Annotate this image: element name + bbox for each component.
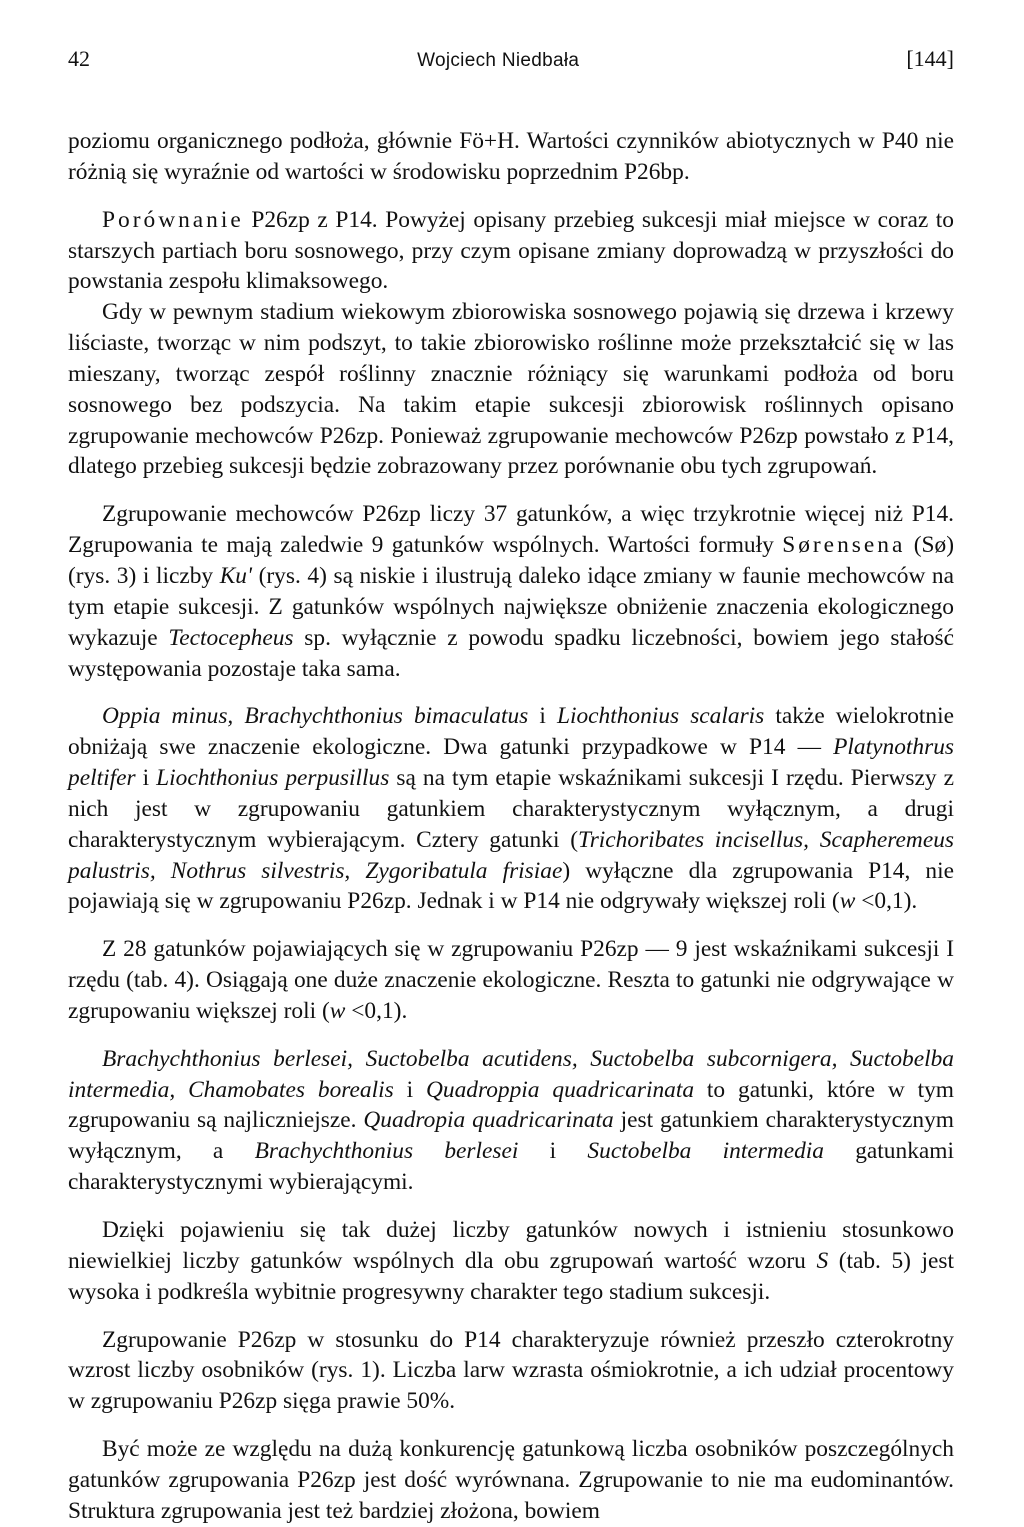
text-run: (rys. 4) są niskie i ilustrują daleko idące zmiany w faunie mechowców na tym etapie sukcesji. Z gatunków wspólnych największe obniżenie znaczenia ekologicznego wykazuje — [68, 562, 954, 651]
italic-text: Suctobelba intermedia — [587, 1138, 824, 1165]
text-run: Być może ze względu na dużą konkurencję gatunkową liczba osobników poszczególnych gatunków zgrupowania P26zp jest dość wyrównana. Zgrupowanie to nie ma eudominantów. Struktura zgrupowania jest też bardziej złożona, bowiem — [68, 1436, 954, 1524]
spaced-text: Porównanie — [102, 206, 244, 233]
italic-text: Liochthonius perpusillus — [156, 765, 390, 792]
text-run: jest gatunkiem charakterystycznym wyłącznym, a — [68, 1107, 954, 1165]
text-run: P26zp z P14. Powyżej opisany przebieg sukcesji miał miejsce w coraz to starszych partiach boru sosnowego, przy czym opisane zmiany doprowadzą w przyszłości do powstania zespołu klimaksowego. — [68, 206, 954, 295]
paragraph — [68, 499, 954, 684]
paragraph — [68, 1325, 954, 1418]
italic-text: Trichoribates incisellus, Scapheremeus palustris, Nothrus silvestris, Zygoribatula frisiae — [68, 826, 954, 884]
italic-text: S — [816, 1247, 829, 1274]
italic-text: Platynothrus peltifer — [68, 734, 954, 792]
text-run: <0,1). — [345, 997, 408, 1024]
text-run: i — [518, 1138, 588, 1165]
text-run: i — [135, 765, 157, 792]
text-run: to gatunki, które w tym zgrupowaniu są najliczniejsze. — [68, 1076, 954, 1134]
italic-text: w — [839, 888, 856, 915]
paragraph — [68, 126, 954, 188]
spaced-text: Sørensena — [782, 532, 906, 559]
text-run: <0,1). — [855, 888, 918, 915]
text-run: i — [393, 1076, 426, 1103]
bracket-page-number: [144] — [906, 46, 954, 71]
running-header — [68, 44, 954, 76]
italic-text: Brachychthonius berlesei — [254, 1138, 519, 1165]
text-run: i — [528, 703, 557, 730]
italic-text: Ku' — [219, 562, 253, 589]
paragraph — [68, 701, 954, 917]
italic-text: Tectocepheus — [168, 624, 294, 651]
text-run: (Sø) (rys. 3) i liczby — [68, 532, 954, 589]
paragraph — [68, 1044, 954, 1198]
italic-text: Brachychthonius berlesei, Suctobelba acutidens, Suctobelba subcornigera, Suctobelba intermedia, Chamobates borealis — [68, 1045, 954, 1103]
italic-text: Liochthonius scalaris — [556, 703, 765, 730]
text-run: Dzięki pojawieniu się tak dużej liczby gatunków nowych i istnieniu stosunkowo niewielkiej liczby gatunków wspólnych dla obu zgrupowań wartość wzoru — [68, 1217, 954, 1274]
italic-text: w — [329, 997, 346, 1024]
paragraph — [68, 934, 954, 1027]
text-run: poziomu organicznego podłoża, głównie Fö+H. Wartości czynników abiotycznych w P40 nie różnią się wyraźnie od wartości w środowisku poprzednim P26bp. — [68, 128, 954, 185]
body-text — [68, 126, 954, 1527]
text-run: gatunkami charakterystycznymi wybierającymi. — [68, 1138, 954, 1196]
italic-text: Oppia minus, Brachychthonius bimaculatus — [102, 703, 529, 730]
text-run: ) wyłączne dla zgrupowania P14, nie pojawiają się w zgrupowaniu P26zp. Jednak i w P14 nie odgrywały większej roli ( — [68, 857, 954, 915]
text-run: Gdy w pewnym stadium wiekowym zbiorowiska sosnowego pojawią się drzewa i krzewy liściaste, tworząc w nim podszyt, to takie zbiorowisko roślinne może przekształcić się w las mieszany, tworząc zespół roślinny znacznie różniący się warunkami podłoża od boru sosnowego bez podszycia. Na takim etapie sukcesji zbiorowisk roślinnych opisano zgrupowanie mechowców P26zp. Ponieważ zgrupowanie mechowców P26zp powstało z P14, dlatego przebieg sukcesji będzie zobrazowany przez porównanie obu tych zgrupowań. — [68, 299, 954, 480]
running-author: Wojciech Niedbała — [417, 50, 580, 71]
text-run: także wielokrotnie obniżają swe znaczenie ekologiczne. Dwa gatunki przypadkowe w P14 — — [68, 703, 954, 761]
text-run: Z 28 gatunków pojawiających się w zgrupowaniu P26zp — 9 jest wskaźnikami sukcesji I rzędu (tab. 4). Osiągają one duże znaczenie ekologiczne. Reszta to gatunki nie odgrywające w zgrupowaniu większej roli ( — [68, 936, 954, 1024]
paragraph — [68, 1215, 954, 1308]
text-run: Zgrupowanie mechowców P26zp liczy 37 gatunków, a więc trzykrotnie więcej niż P14. Zgrupowania te mają zaledwie 9 gatunków wspólnych. Wartości formuły — [68, 501, 954, 559]
text-run: (tab. 5) jest wysoka i podkreśla wybitnie progresywny charakter tego stadium sukcesji. — [68, 1247, 954, 1305]
text-run: są na tym etapie wskaźnikami sukcesji I rzędu. Pierwszy z nich jest w zgrupowaniu gatunkiem charakterystycznym wyłącznym, a drugi charakterystycznym wybierającym. Cztery gatunki ( — [68, 765, 954, 853]
text-run: Zgrupowanie P26zp w stosunku do P14 charakteryzuje również przeszło czterokrotny wzrost liczby osobników (rys. 1). Liczba larw wzrasta ośmiokrotnie, a ich udział procentowy w zgrupowaniu P26zp sięga prawie 50%. — [68, 1326, 954, 1415]
paragraph — [68, 1434, 954, 1527]
paragraph — [68, 205, 954, 298]
italic-text: Quadroppia quadricarinata — [426, 1076, 695, 1103]
paragraph — [68, 297, 954, 482]
page-number: 42 — [68, 46, 90, 71]
text-run: sp. wyłącznie z powodu spadku liczebności, bowiem jego stałość występowania pozostaje taka sama. — [68, 624, 954, 682]
italic-text: Quadropia quadricarinata — [363, 1107, 614, 1134]
